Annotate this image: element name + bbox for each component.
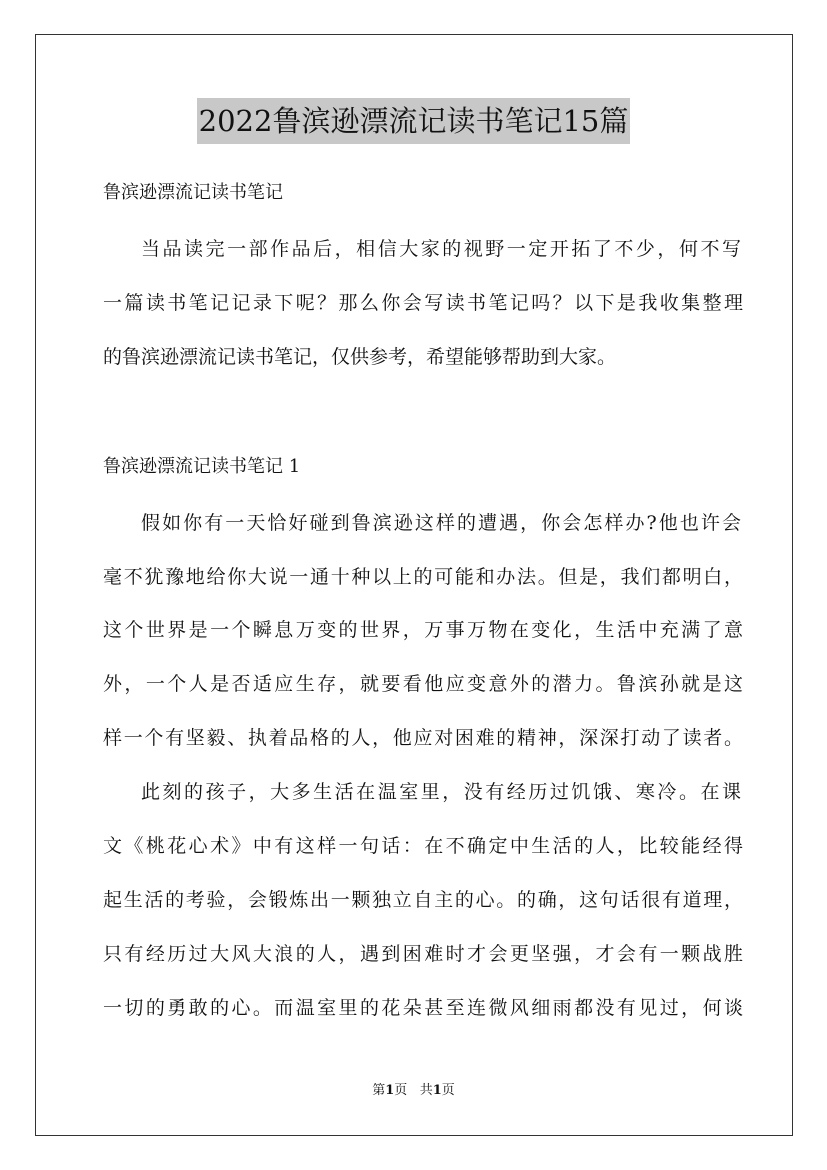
footer-page-number: 1 [385, 1083, 395, 1098]
intro-heading: 鲁滨逊漂流记读书笔记 [103, 182, 283, 203]
paragraph-line: 外，一个人是否适应生存，就要看他应变意外的潜力。鲁滨孙就是这 [103, 673, 743, 695]
paragraph-line: 文《桃花心术》中有这样一句话：在不确定中生活的人，比较能经得 [103, 835, 743, 857]
paragraph-line: 一切的勇敢的心。而温室里的花朵甚至连微风细雨都没有见过，何谈 [103, 997, 743, 1019]
paragraph-line: 这个世界是一个瞬息万变的世界，万事万物在变化，生活中充满了意 [103, 619, 743, 641]
paragraph-line: 毫不犹豫地给你大说一通十种以上的可能和办法。但是，我们都明白， [103, 566, 743, 588]
document-title: 2022鲁滨逊漂流记读书笔记15篇 [197, 98, 631, 144]
paragraph-line: 此刻的孩子，大多生活在温室里，没有经历过饥饿、寒冷。在课 [141, 781, 741, 803]
footer-total-suffix: 页 [441, 1083, 455, 1098]
footer-page-suffix: 页 [394, 1083, 408, 1098]
intro-line: 的鲁滨逊漂流记读书笔记，仅供参考，希望能够帮助到大家。 [103, 346, 617, 368]
page-footer [0, 1081, 827, 1101]
section-heading: 鲁滨逊漂流记读书笔记 1 [103, 456, 301, 477]
paragraph-line: 假如你有一天恰好碰到鲁滨逊这样的遭遇，你会怎样办?他也许会 [141, 512, 741, 534]
paragraph-line: 样一个有坚毅、执着品格的人，他应对困难的精神，深深打动了读者。 [103, 727, 743, 749]
footer-total-prefix: 共 [419, 1083, 433, 1098]
paragraph-line: 只有经历过大风大浪的人，遇到困难时才会更坚强，才会有一颗战胜 [103, 943, 743, 965]
intro-line: 当品读完一部作品后，相信大家的视野一定开拓了不少，何不写 [141, 238, 741, 260]
paragraph-line: 起生活的考验，会锻炼出一颗独立自主的心。的确，这句话很有道理， [103, 889, 743, 911]
intro-line: 一篇读书笔记记录下呢？那么你会写读书笔记吗？以下是我收集整理 [103, 292, 743, 314]
title-container [0, 98, 827, 144]
footer-page-prefix: 第 [372, 1083, 386, 1098]
footer-total-number: 1 [432, 1083, 442, 1098]
